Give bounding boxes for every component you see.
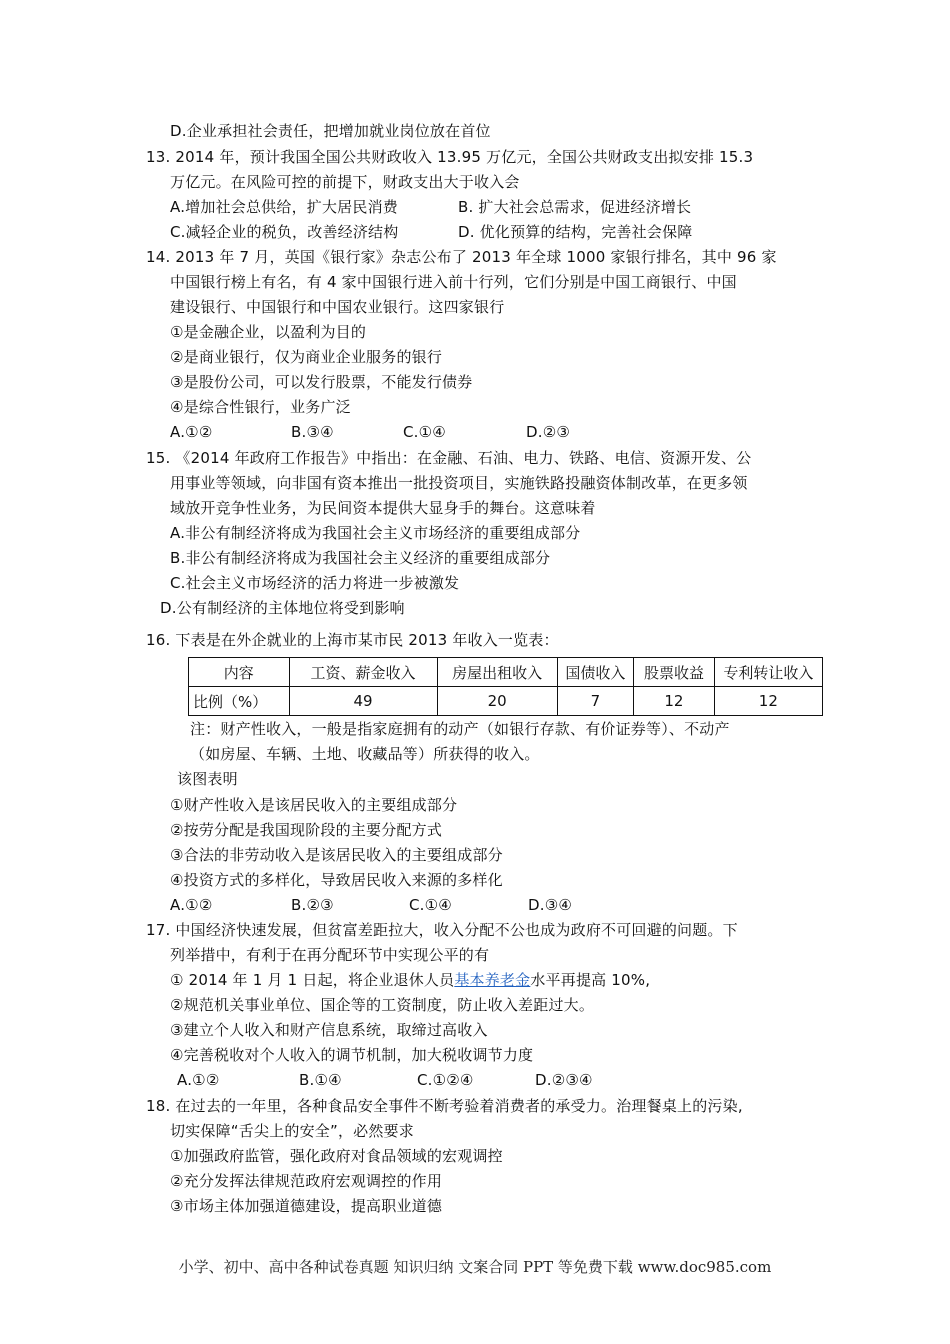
q15-option-d: D.公有制经济的主体地位将受到影响 [160,599,405,617]
table-header-cell: 股票收益 [634,658,715,687]
q15-option-a: A.非公有制经济将成为我国社会主义市场经济的重要组成部分 [170,524,581,542]
q17-statement-1-text: ① 2014 年 1 月 1 日起，将企业退休人员 [170,971,455,989]
q14-option-a: A.①② [170,423,213,441]
table-header-cell: 内容 [189,658,290,687]
q13-option-d: D. 优化预算的结构，完善社会保障 [458,223,693,241]
q17-stem-line2: 列举措中，有利于在再分配环节中实现公平的有 [170,946,490,964]
q15-stem-line2: 用事业等领域，向非国有资本推出一批投资项目，实施铁路投融资体制改革，在更多领 [170,474,748,492]
q13-option-c: C.减轻企业的税负，改善经济结构 [170,223,399,241]
q17-option-a: A.①② [177,1071,220,1089]
table-cell: 49 [289,687,437,716]
table-header-cell: 专利转让收入 [714,658,822,687]
q17-stem-line1: 17. 中国经济快速发展，但贫富差距拉大，收入分配不公也成为政府不可回避的问题。下 [146,921,738,939]
q14-option-b: B.③④ [291,423,334,441]
q17-statement-1 [170,970,650,990]
q18-statement-2: ②充分发挥法律规范政府宏观调控的作用 [170,1172,443,1190]
q16-statement-2: ②按劳分配是我国现阶段的主要分配方式 [170,821,443,839]
q16-statement-1: ①财产性收入是该居民收入的主要组成部分 [170,796,458,814]
q16-option-b: B.②③ [291,896,334,914]
table-header-cell: 工资、薪金收入 [289,658,437,687]
table-cell: 20 [437,687,557,716]
q17-statement-1-tail: 水平再提高 10%, [530,971,651,989]
pension-link[interactable]: 基本养老金 [454,971,531,989]
q14-statement-4: ④是综合性银行，业务广泛 [170,398,351,416]
q16-note-line1: 注：财产性收入，一般是指家庭拥有的动产（如银行存款、有价证券等）、不动产 [190,720,730,738]
table-header-row [189,658,823,687]
q15-stem-line3: 域放开竞争性业务，为民间资本提供大显身手的舞台。这意味着 [170,499,596,517]
q17-option-b: B.①④ [299,1071,342,1089]
q14-stem-line1: 14. 2013 年 7 月，英国《银行家》杂志公布了 2013 年全球 1000 家银行排名，其中 96 家 [146,248,777,266]
income-table [188,657,823,716]
table-cell: 12 [634,687,715,716]
page-footer: 小学、初中、高中各种试卷真题 知识归纳 文案合同 PPT 等免费下载 www.doc985.com [178,1258,772,1276]
q14-stem-line2: 中国银行榜上有名，有 4 家中国银行进入前十行列，它们分别是中国工商银行、中国 [170,273,737,291]
q16-option-c: C.①④ [409,896,452,914]
table-cell: 比例（%） [189,687,290,716]
q13-option-b: B. 扩大社会总需求，促进经济增长 [458,198,692,216]
q17-option-d: D.②③④ [535,1071,593,1089]
q17-statement-3: ③建立个人收入和财产信息系统，取缔过高收入 [170,1021,488,1039]
q15-option-c: C.社会主义市场经济的活力将进一步被激发 [170,574,460,592]
q14-statement-2: ②是商业银行，仅为商业企业服务的银行 [170,348,443,366]
q17-statement-2: ②规范机关事业单位、国企等的工资制度，防止收入差距过大。 [170,996,595,1014]
q15-option-b: B.非公有制经济将成为我国社会主义经济的重要组成部分 [170,549,551,567]
q14-option-d: D.②③ [526,423,571,441]
q17-statement-4: ④完善税收对个人收入的调节机制，加大税收调节力度 [170,1046,534,1064]
table-header-cell: 国债收入 [557,658,634,687]
table-cell: 7 [557,687,634,716]
q14-statement-3: ③是股份公司，可以发行股票，不能发行债券 [170,373,473,391]
q16-statement-3: ③合法的非劳动收入是该居民收入的主要组成部分 [170,846,503,864]
q13-stem-line2: 万亿元。在风险可控的前提下，财政支出大于收入会 [170,173,520,191]
q14-statement-1: ①是金融企业，以盈利为目的 [170,323,367,341]
q16-option-d: D.③④ [528,896,573,914]
q18-statement-3: ③市场主体加强道德建设，提高职业道德 [170,1197,443,1215]
q18-statement-1: ①加强政府监管，强化政府对食品领域的宏观调控 [170,1147,503,1165]
q16-statement-4: ④投资方式的多样化，导致居民收入来源的多样化 [170,871,503,889]
q18-stem-line1: 18. 在过去的一年里，各种食品安全事件不断考验着消费者的承受力。治理餐桌上的污染, [146,1097,743,1115]
q16-note-line2: （如房屋、车辆、土地、收藏品等）所获得的收入。 [190,745,540,763]
q18-stem-line2: 切实保障“舌尖上的安全”，必然要求 [170,1122,414,1140]
q15-stem-line1: 15. 《2014 年政府工作报告》中指出：在金融、石油、电力、铁路、电信、资源开发、公 [146,449,752,467]
q17-option-c: C.①②④ [417,1071,474,1089]
q13-option-a: A.增加社会总供给，扩大居民消费 [170,198,398,216]
table-header-cell: 房屋出租收入 [437,658,557,687]
q14-option-c: C.①④ [403,423,446,441]
q13-stem-line1: 13. 2014 年，预计我国全国公共财政收入 13.95 万亿元，全国公共财政支出拟安排 15.3 [146,148,754,166]
table-cell: 12 [714,687,822,716]
q16-lead: 该图表明 [177,770,238,788]
q16-stem: 16. 下表是在外企就业的上海市某市民 2013 年收入一览表： [146,631,559,649]
q16-option-a: A.①② [170,896,213,914]
table-row [189,687,823,716]
q12-option-d: D.企业承担社会责任，把增加就业岗位放在首位 [170,122,491,140]
q14-stem-line3: 建设银行、中国银行和中国农业银行。这四家银行 [170,298,505,316]
